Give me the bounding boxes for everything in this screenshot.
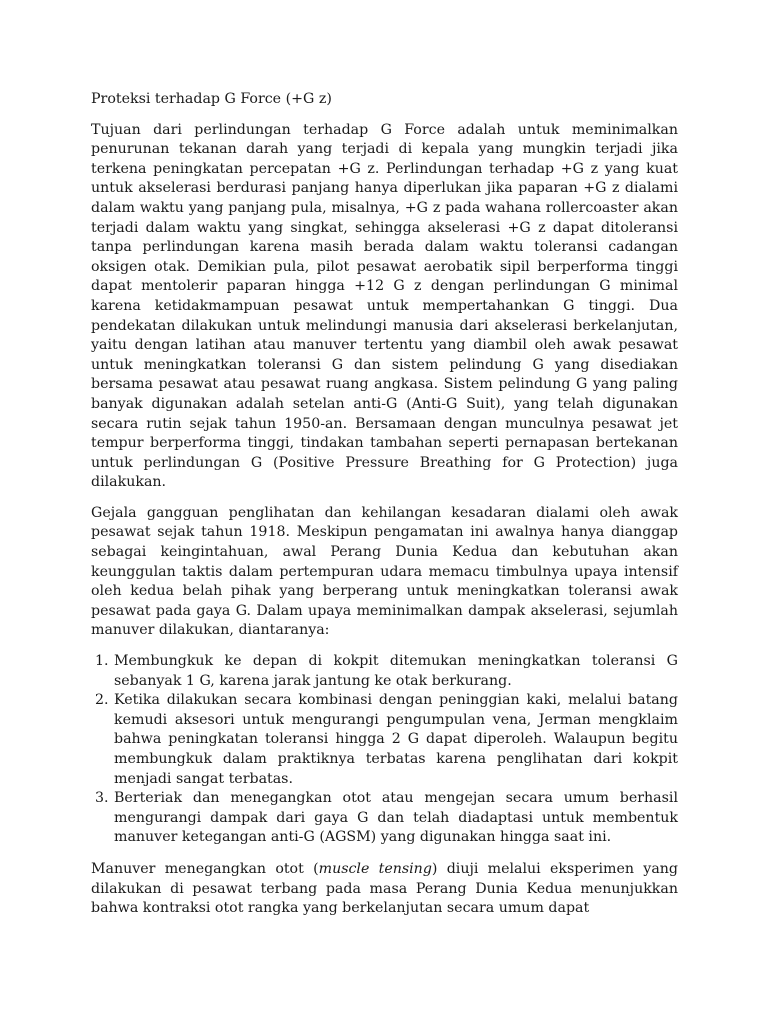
list-item: 3. Berteriak dan menegangkan otot atau mengejan secara umum berhasil mengurangi dampak dari gaya G dan telah diadaptasi untuk membentuk manuver ketegangan anti-G (AGSM) yang digunakan hingga saat ini. — [113, 789, 678, 848]
document-page — [91, 90, 678, 919]
paragraph-protection-purpose: Tujuan dari perlindungan terhadap G Force adalah untuk meminimalkan penurunan tekanan darah yang terjadi di kepala yang mungkin terjadi jika terkena peningkatan percepatan +G z. Perlindungan terhadap +G z yang kuat untuk akselerasi berdurasi panjang hanya diperlukan jika paparan +G z dialami dalam waktu yang panjang pula, misalnya, +G z pada wahana rollercoaster akan terjadi dalam waktu yang singkat, sehingga akselerasi +G z dapat ditoleransi tanpa perlindungan karena masih berada dalam waktu toleransi cadangan oksigen otak. Demikian pula, pilot pesawat aerobatik sipil berperforma tinggi dapat mentolerir paparan hingga +12 G z dengan perlindungan G minimal karena ketidakmampuan pesawat untuk mempertahankan G tinggi. Dua pendekatan dilakukan untuk melindungi manusia dari akselerasi berkelanjutan, yaitu dengan latihan atau manuver tertentu yang diambil oleh awak pesawat untuk meningkatkan toleransi G dan sistem pelindung G yang disediakan bersama pesawat atau pesawat ruang angkasa. Sistem pelindung G yang paling banyak digunakan adalah setelan anti-G (Anti-G Suit), yang telah digunakan secara rutin sejak tahun 1950-an. Bersamaan dengan munculnya pesawat jet tempur berperforma tinggi, tindakan tambahan seperti pernapasan bertekanan untuk perlindungan G (Positive Pressure Breathing for G Protection) juga dilakukan. — [91, 121, 678, 491]
paragraph-text-end: ) diuji melalui eksperimen yang dilakukan di pesawat terbang pada masa Perang Dunia Kedua menunjukkan bahwa kontraksi otot rangka yang berkelanjutan secara umum dapat — [91, 860, 678, 917]
paragraph-visual-symptoms: Gejala gangguan penglihatan dan kehilangan kesadaran dialami oleh awak pesawat sejak tahun 1918. Meskipun pengamatan ini awalnya hanya dianggap sebagai keingintahuan, awal Perang Dunia Kedua dan kebutuhan akan keunggulan taktis dalam pertempuran udara memacu timbulnya upaya intensif oleh kedua belah pihak yang berperang untuk meningkatkan toleransi awak pesawat pada gaya G. Dalam upaya meminimalkan dampak akselerasi, sejumlah manuver dilakukan, diantaranya: — [91, 504, 678, 639]
list-item: 2. Ketika dilakukan secara kombinasi dengan peninggian kaki, melalui batang kemudi aksesori untuk mengurangi pengumpulan vena, Jerman mengklaim bahwa peningkatan toleransi hingga 2 G dapat diperoleh. Walaupun begitu membungkuk dalam praktiknya terbatas karena penglihatan dari kokpit menjadi sangat terbatas. — [113, 691, 678, 789]
maneuver-list — [91, 652, 678, 848]
document-title: Proteksi terhadap G Force (+G z) — [91, 91, 332, 107]
italic-term: muscle tensing — [318, 860, 432, 877]
paragraph-muscle-tensing — [91, 860, 678, 919]
list-item: 1. Membungkuk ke depan di kokpit ditemukan meningkatkan toleransi G sebanyak 1 G, karena jarak jantung ke otak berkurang. — [113, 652, 678, 691]
paragraph-text-start: Manuver menegangkan otot ( — [91, 860, 319, 877]
